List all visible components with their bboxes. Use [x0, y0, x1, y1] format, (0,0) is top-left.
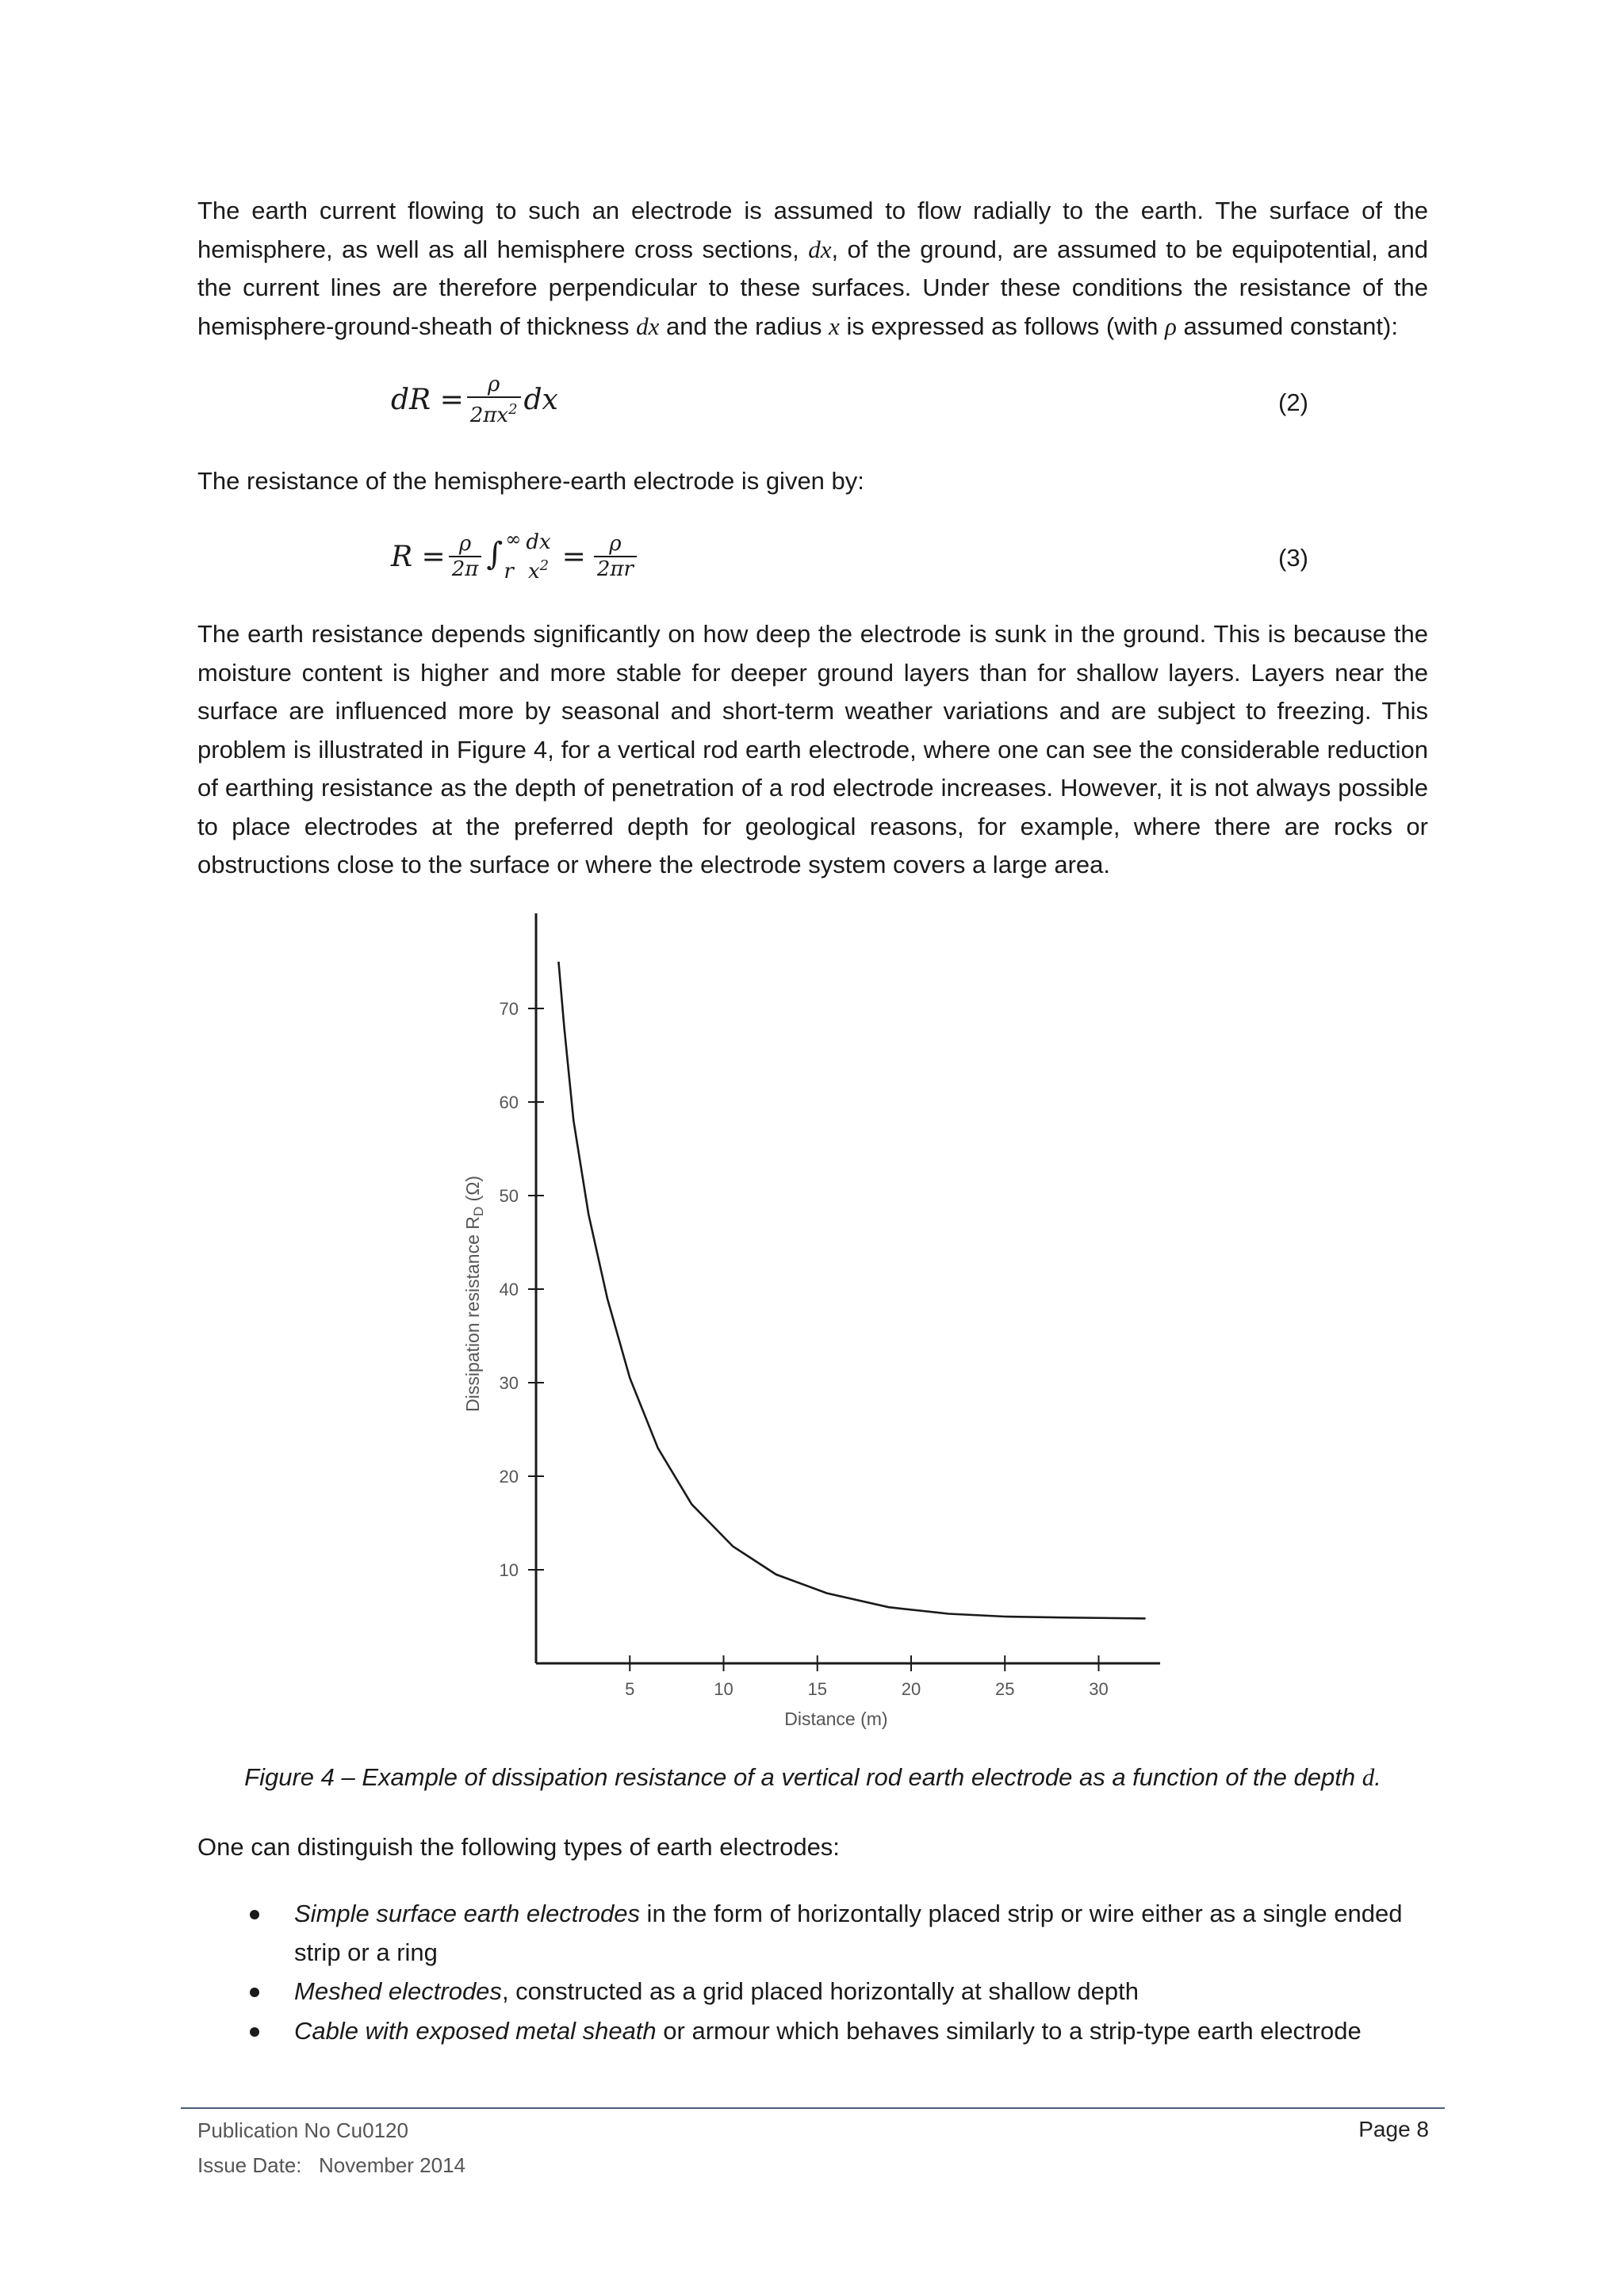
x-tick-label: 15: [807, 1679, 827, 1699]
x-tick-label: 20: [901, 1679, 921, 1699]
y-tick-label: 10: [499, 1560, 519, 1580]
chart-y-axis-label: [462, 1176, 486, 1412]
x-tick-label: 25: [995, 1679, 1015, 1699]
list-item-term: Simple surface earth electrodes: [294, 1900, 640, 1927]
fraction-numerator: dx: [526, 530, 551, 554]
x-tick-label: 30: [1089, 1679, 1109, 1699]
denominator-base: x: [527, 559, 540, 584]
list-item-term: Cable with exposed metal sheath: [294, 2016, 657, 2045]
figure-caption: [197, 1763, 1428, 1792]
fraction-numerator: ρ: [458, 532, 472, 556]
list-item: [197, 2012, 1428, 2051]
equation-lhs: R =: [391, 540, 446, 573]
text-run: is expressed as follows (with: [839, 312, 1165, 340]
equation-number-2: (2): [1278, 388, 1308, 416]
paragraph-electrode-types-intro: One can distinguish the following types of earth electrodes:: [197, 1833, 840, 1861]
list-item-text: or armour which behaves similarly to a strip-type earth electrode: [656, 2016, 1362, 2045]
math-var: dx: [808, 235, 832, 263]
list-item: [197, 1895, 1428, 1972]
chart-ticks: [500, 999, 1109, 1699]
list-item-term: Meshed electrodes: [294, 1977, 502, 2005]
paragraph-depth-dependence: The earth resistance depends significantly on how deep the electrode is sunk in the ground. This is because the moisture content is higher and more stable for deeper ground layers than for shallow layers. Layers near the surface are influenced more by seasonal and short-term weather variations and are subject to freezing. This problem is illustrated in Figure 4, for a vertical rod earth electrode, where one can see the considerable reduction of earthing resistance as the depth of penetration of a rod electrode increases. However, it is not always possible to place electrodes at the preferred depth for geological reasons, for example, where there are rocks or obstructions close to the surface or where the electrode system covers a large area.: [197, 620, 1428, 878]
equals-sign: =: [561, 540, 586, 573]
chart-axes: [536, 913, 1160, 1663]
text-run: assumed constant):: [1176, 312, 1398, 340]
caption-end: .: [1374, 1763, 1381, 1791]
equation-lhs: dR =: [391, 384, 464, 416]
text-run: and the radius: [659, 312, 829, 340]
integral-upper-limit: ∞: [505, 528, 522, 550]
y-label-subscript: D: [471, 1206, 486, 1217]
footer-publication: Publication No Cu0120: [197, 2118, 408, 2142]
electrode-types-list: [197, 1895, 1428, 2051]
math-var: x: [829, 312, 840, 340]
y-tick-label: 40: [499, 1280, 519, 1299]
y-tick-label: 30: [499, 1373, 519, 1393]
bullet-icon: [250, 1988, 259, 1997]
y-tick-label: 20: [499, 1467, 519, 1487]
denominator-exponent: 2: [539, 557, 550, 574]
x-tick-label: 10: [714, 1679, 733, 1699]
y-tick-label: 50: [499, 1186, 519, 1206]
fraction-numerator: ρ: [609, 532, 622, 556]
list-item-text: , constructed as a grid placed horizontally at shallow depth: [501, 1977, 1139, 2005]
equation-number-3: (3): [1278, 544, 1308, 572]
math-var: dx: [636, 312, 660, 340]
y-tick-label: 70: [499, 999, 519, 1019]
denominator-base: 2πx: [469, 404, 509, 427]
caption-text: Figure 4 – Example of dissipation resistance of a vertical rod earth electrode as a function of the depth: [244, 1763, 1362, 1791]
x-tick-label: 5: [625, 1679, 635, 1699]
list-item: [197, 1973, 1428, 2011]
bullet-icon: [250, 2027, 259, 2037]
footer-issue-date: November 2014: [319, 2153, 465, 2177]
fraction-denominator: 2π: [449, 556, 482, 581]
paragraph-hemisphere-resistance: The resistance of the hemisphere-earth electrode is given by:: [197, 467, 864, 495]
integral-sign: ∫: [486, 536, 504, 572]
chart-x-axis-label: Distance (m): [784, 1709, 888, 1729]
footer-issue-label: Issue Date:: [197, 2153, 302, 2177]
bullet-icon: [250, 1910, 259, 1919]
fraction-denominator: 2πr: [594, 556, 637, 581]
y-label-main: Dissipation resistance R: [462, 1216, 483, 1412]
y-tick-label: 60: [499, 1093, 519, 1112]
integral-lower-limit: r: [504, 560, 514, 584]
fraction-numerator: ρ: [487, 373, 500, 396]
denominator-exponent: 2: [508, 401, 518, 418]
text-run: , of the ground, are assumed to be equipotential, and the current lines are therefore perpendicular to these surfaces. Under these conditions the resistance of the hemisphere-ground-sheath of thickness: [197, 235, 1428, 340]
math-var: ρ: [1164, 312, 1177, 340]
caption-math-var: d: [1362, 1763, 1375, 1791]
footer-divider: [181, 2107, 1445, 2109]
chart-series-line: [558, 962, 1145, 1618]
list-item-text: in the form of horizontally placed strip or wire either as a single ended strip or a ring: [294, 1900, 1403, 1966]
text-run: The earth current flowing to such an electrode is assumed to flow radially to the earth. The surface of the hemisphere, as well as all hemisphere cross sections,: [197, 197, 1428, 263]
page-number: Page 8: [1358, 2117, 1429, 2141]
equation-rhs: dx: [523, 384, 558, 416]
y-label-unit: (Ω): [462, 1175, 483, 1207]
